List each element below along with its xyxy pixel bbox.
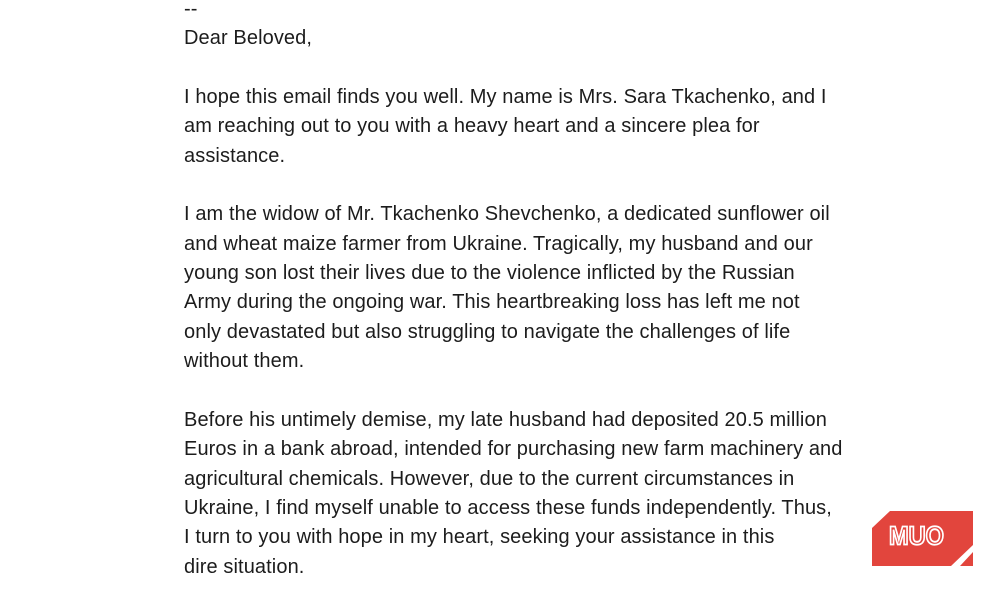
email-paragraph bbox=[184, 406, 864, 582]
email-text-line: young son lost their lives due to the violence inflicted by the Russian bbox=[184, 262, 795, 285]
email-body-text bbox=[184, 0, 864, 582]
muo-logo-badge-icon bbox=[872, 511, 973, 566]
email-paragraph bbox=[184, 200, 864, 376]
email-text-line: Ukraine, I find myself unable to access these funds independently. Thus, bbox=[184, 496, 832, 519]
email-text-line: assistance. bbox=[184, 144, 286, 167]
email-paragraph bbox=[184, 83, 864, 171]
email-text-line: Before his untimely demise, my late husband had deposited 20.5 million bbox=[184, 408, 827, 431]
email-text-line: dire situation. bbox=[184, 555, 305, 578]
email-text-line: am reaching out to you with a heavy heart and a sincere plea for bbox=[184, 115, 760, 138]
email-text-line: I am the widow of Mr. Tkachenko Shevchenko, a dedicated sunflower oil bbox=[184, 203, 830, 226]
email-text-line: Euros in a bank abroad, intended for purchasing new farm machinery and bbox=[184, 438, 843, 461]
email-text-line: I hope this email finds you well. My name is Mrs. Sara Tkachenko, and I bbox=[184, 86, 827, 109]
email-text-line: Army during the ongoing war. This heartbreaking loss has left me not bbox=[184, 291, 800, 314]
email-text-line: without them. bbox=[184, 350, 305, 373]
email-text-line: only devastated but also struggling to navigate the challenges of life bbox=[184, 320, 791, 343]
email-text-line: I turn to you with hope in my heart, seeking your assistance in this bbox=[184, 526, 775, 549]
email-text-line: and wheat maize farmer from Ukraine. Tragically, my husband and our bbox=[184, 232, 813, 255]
signature-divider: -- bbox=[184, 0, 198, 20]
muo-logo bbox=[872, 511, 973, 566]
salutation: Dear Beloved, bbox=[184, 27, 313, 50]
muo-logo-text: MUO bbox=[889, 520, 944, 551]
email-text-line: agricultural chemicals. However, due to the current circumstances in bbox=[184, 467, 795, 490]
